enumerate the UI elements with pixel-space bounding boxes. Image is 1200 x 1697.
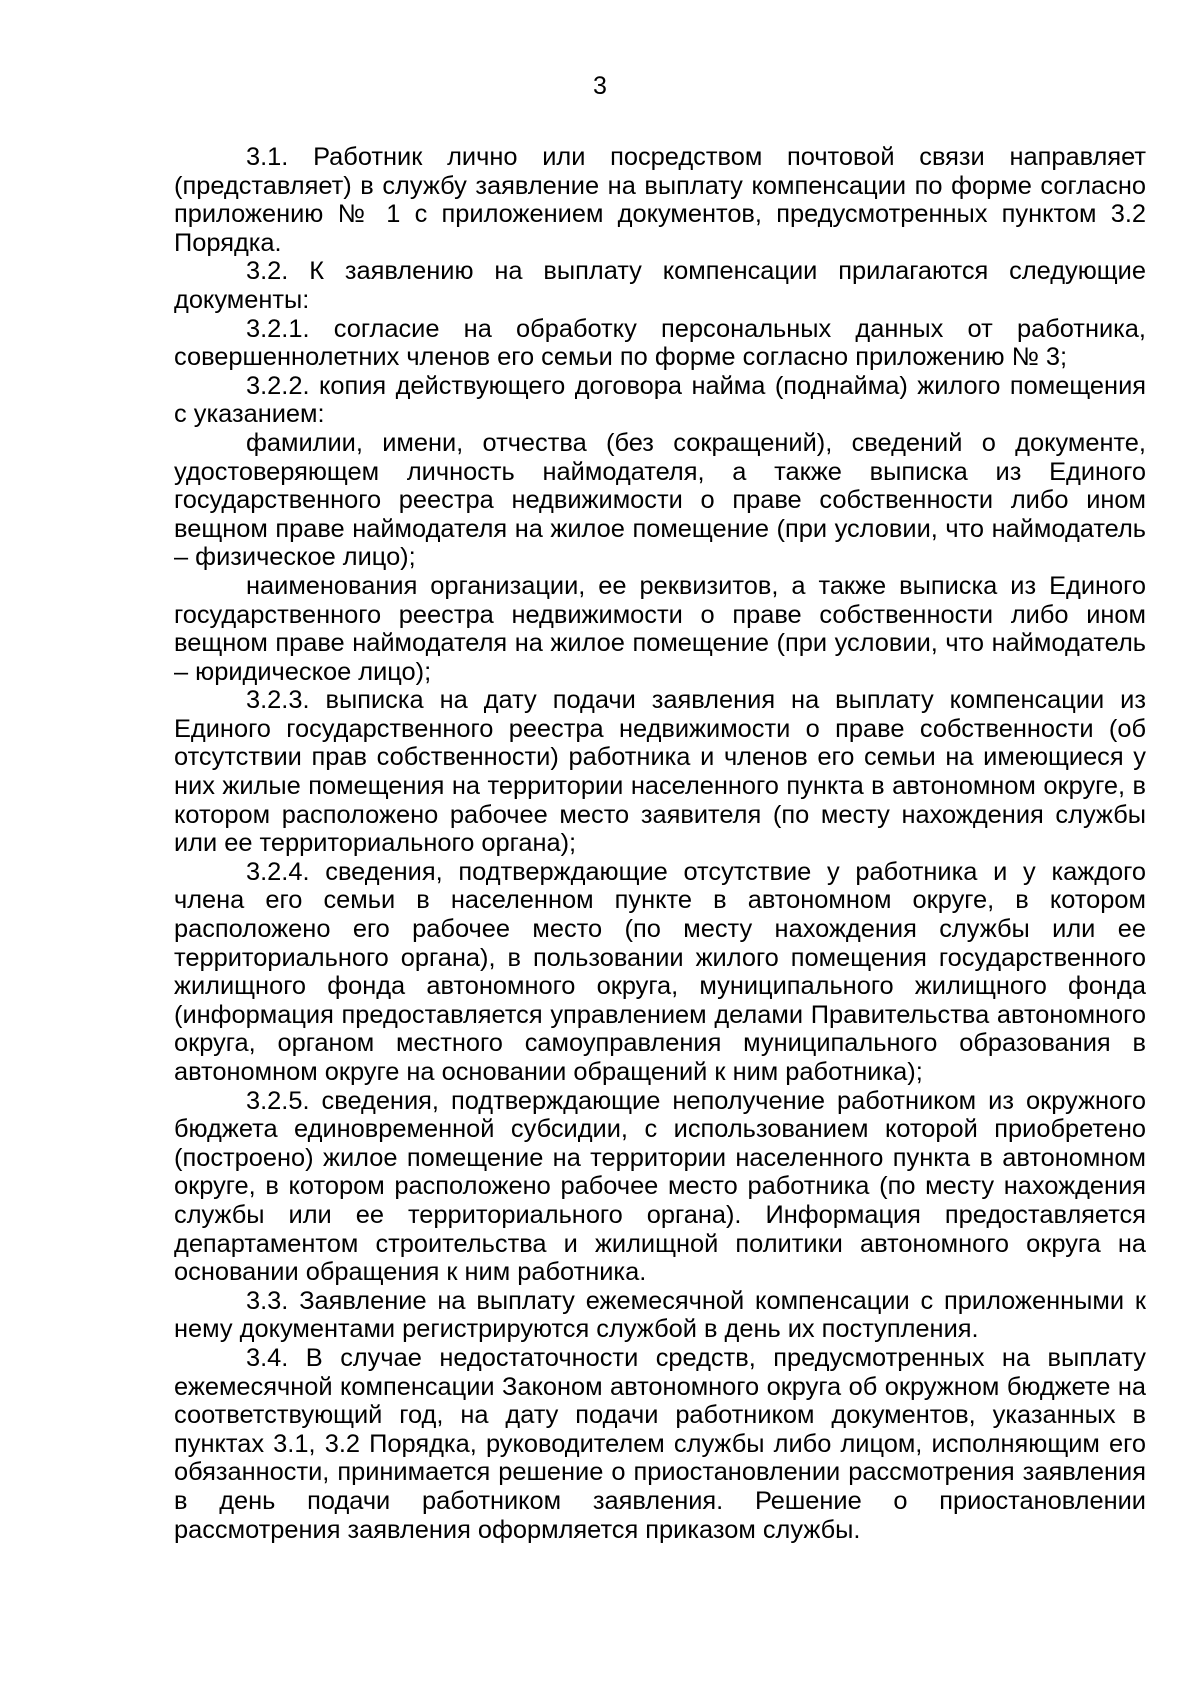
- paragraph-3-2-5: 3.2.5. сведения, подтверждающие неполучение работником из окружного бюджета единовременной субсидии, с использованием которой приобретено (построено) жилое помещение на территории населенного пункта в автономном округе, в котором расположено рабочее место работника (по месту нахождения службы или ее территориального органа). Информация предоставляется департаментом строительства и жилищной политики автономного округа на основании обращения к ним работника.: [174, 1086, 1146, 1287]
- page-number: 3: [593, 72, 607, 100]
- paragraph-3-2: 3.2. К заявлению на выплату компенсации прилагаются следующие документы:: [174, 257, 1146, 314]
- paragraph-3-2-1: 3.2.1. согласие на обработку персональных данных от работника, совершеннолетних членов его семьи по форме согласно приложению № 3;: [174, 314, 1146, 372]
- paragraph-3-2-2-organization: наименования организации, ее реквизитов, а также выписка из Единого государственного реестра недвижимости о праве собственности либо ином вещном праве наймодателя на жилое помещение (при условии, что наймодатель – юридическое лицо);: [174, 571, 1146, 686]
- paragraph-3-3: 3.3. Заявление на выплату ежемесячной компенсации с приложенными к нему документами регистрируются службой в день их поступления.: [174, 1286, 1146, 1344]
- paragraph-3-4: 3.4. В случае недостаточности средств, предусмотренных на выплату ежемесячной компенсации Законом автономного округа об окружном бюджете на соответствующий год, на дату подачи работником документов, указанных в пунктах 3.1, 3.2 Порядка, руководителем службы либо лицом, исполняющим его обязанности, принимается решение о приостановлении рассмотрения заявления в день подачи работником заявления. Решение о приостановлении рассмотрения заявления оформляется приказом службы.: [174, 1343, 1146, 1544]
- paragraph-3-2-3: 3.2.3. выписка на дату подачи заявления на выплату компенсации из Единого государственного реестра недвижимости о праве собственности (об отсутствии прав собственности) работника и членов его семьи на имеющиеся у них жилые помещения на территории населенного пункта в автономном округе, в котором расположено рабочее место заявителя (по месту нахождения службы или ее территориального органа);: [174, 686, 1146, 858]
- paragraph-3-2-4: 3.2.4. сведения, подтверждающие отсутствие у работника и у каждого члена его семьи в населенном пункте в автономном округе, в котором расположено его рабочее место (по месту нахождения службы или ее территориального органа), в пользовании жилого помещения государственного жилищного фонда автономного округа, муниципального жилищного фонда (информация предоставляется управлением делами Правительства автономного округа, органом местного самоуправления муниципального образования в автономном округе на основании обращений к ним работника);: [174, 857, 1146, 1086]
- paragraph-3-2-2-individual: фамилии, имени, отчества (без сокращений), сведений о документе, удостоверяющем личность наймодателя, а также выписка из Единого государственного реестра недвижимости о праве собственности либо ином вещном праве наймодателя на жилое помещение (при условии, что наймодатель – физическое лицо);: [174, 428, 1146, 572]
- document-body: [174, 143, 1146, 1544]
- paragraph-3-2-2: 3.2.2. копия действующего договора найма (поднайма) жилого помещения с указанием:: [174, 371, 1146, 429]
- paragraph-3-1: 3.1. Работник лично или посредством почтовой связи направляет (представляет) в службу заявление на выплату компенсации по форме согласно приложению № 1 с приложением документов, предусмотренных пунктом 3.2 Порядка.: [174, 143, 1146, 257]
